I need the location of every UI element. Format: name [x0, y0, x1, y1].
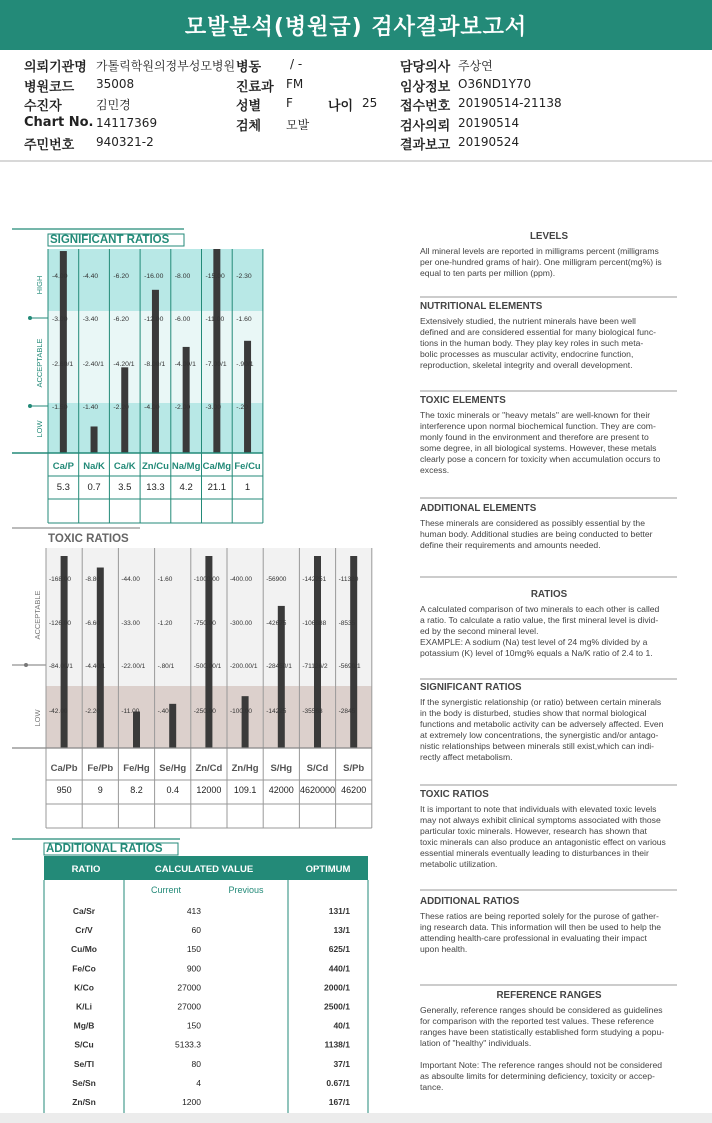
significant-value-Na/K: 0.7 — [87, 482, 101, 493]
note-line: nistic relationships between minerals still exist,which can indi- — [420, 741, 655, 751]
significant-upper-marker — [28, 316, 32, 320]
note-line: ranges have been statistically established form studying a popu- — [420, 1027, 665, 1037]
significant-value-Ca/Mg: 21.1 — [207, 482, 227, 493]
toxic-tick-Fe/Pb: -4.40/1 — [85, 663, 106, 670]
significant-value-Ca/K: 3.5 — [118, 482, 132, 493]
additional-optimum-Cu/Mo: 625/1 — [328, 944, 350, 955]
note-line: equal to ten parts per million (ppm). — [420, 268, 556, 278]
note-line: reproduction, skeletal integrity and overall development. — [420, 360, 633, 370]
note-heading-toxic-ratios: TOXIC RATIOS — [420, 789, 489, 800]
note-line: upon health. — [420, 944, 468, 954]
additional-subheader-previous: Previous — [228, 885, 264, 895]
additional-optimum-Mg/B: 40/1 — [333, 1020, 350, 1031]
significant-zone-acceptable: ACCEPTABLE — [35, 338, 44, 388]
significant-tick-Fe/Cu: -.90/1 — [236, 361, 254, 368]
toxic-tick-Se/Hg: -.80/1 — [157, 663, 175, 670]
note-line: define their requirements and amounts needed. — [420, 540, 601, 550]
toxic-tick-Zn/Hg: -300.00 — [230, 620, 253, 627]
note-line: All mineral levels are reported in milligrams percent (milligrams — [420, 246, 659, 256]
toxic-tick-S/Cd: -71126/2 — [302, 663, 328, 670]
note-heading-ratios: RATIOS — [530, 589, 568, 600]
significant-tick-Ca/K: -6.20 — [113, 273, 129, 280]
toxic-tick-S/Hg: -42675 — [266, 620, 287, 627]
toxic-tick-Fe/Hg: -11.00 — [121, 708, 140, 715]
note-line: Generally, reference ranges should be considered as guidelines — [420, 1005, 663, 1015]
note-heading-toxic-elements: TOXIC ELEMENTS — [420, 395, 506, 406]
specimen-value: 모발 — [286, 118, 310, 132]
significant-tick-Na/K: -3.40 — [82, 316, 99, 323]
additional-ratio-K/Li: K/Li — [75, 1001, 93, 1012]
note-line: particular toxic minerals. However, research has shown that — [420, 826, 647, 836]
toxic-tick-Ca/Pb: -84.00/1 — [49, 663, 73, 670]
additional-current-Ca/Sr: 413 — [186, 906, 201, 916]
additional-optimum-Se/Sn: 0.67/1 — [326, 1077, 350, 1088]
additional-ratio-Cr/V: Cr/V — [75, 925, 93, 936]
patient-info — [0, 52, 712, 157]
note-line: interference upon normal biochemical function. They are com- — [420, 421, 656, 431]
report-title-bar — [0, 0, 712, 50]
note-heading-additional-ratios: ADDITIONAL RATIOS — [420, 896, 520, 907]
significant-tick-Na/Mg: -8.00 — [174, 273, 191, 280]
significant-tick-Fe/Cu: -1.60 — [236, 316, 252, 323]
doctor-label: 담당의사 — [400, 60, 451, 75]
report-date-value: 20190524 — [458, 135, 520, 149]
note-line: EXAMPLE: A sodium (Na) test level of 24 mg% divided by a — [420, 637, 648, 647]
toxic-value-Zn/Hg: 109.1 — [233, 785, 257, 795]
significant-zone-high: HIGH — [35, 275, 44, 295]
toxic-bar-Se/Hg — [169, 704, 176, 748]
additional-ratio-S/Cu: S/Cu — [74, 1039, 94, 1050]
institution-value: 가톨릭학원의정부성모병원 — [96, 59, 236, 73]
hospital-code-label: 병원코드 — [24, 80, 75, 95]
toxic-tick-Fe/Hg: -44.00 — [121, 576, 140, 583]
toxic-tick-Fe/Hg: -33.00 — [121, 620, 140, 627]
note-line: as absoulte limits for determining deficiency, toxicity or accep- — [420, 1071, 655, 1081]
toxic-tick-Fe/Hg: -22.00/1 — [121, 663, 146, 670]
note-line: Extensively studied, the nutrient minerals have been well — [420, 316, 636, 326]
significant-label-Ca/P: Ca/P — [52, 461, 74, 472]
note-line: at extremely low concentrations, the synergistic and/or antago- — [420, 730, 659, 740]
toxic-tick-Fe/Pb: -8.80 — [85, 576, 101, 583]
significant-tick-Ca/K: -4.20/1 — [113, 361, 135, 368]
toxic-bar-Fe/Pb — [97, 568, 104, 748]
significant-tick-Fe/Cu: -.20 — [236, 404, 248, 411]
toxic-value-Fe/Hg: 8.2 — [130, 785, 143, 795]
toxic-zone-low: LOW — [33, 709, 42, 727]
additional-current-Cr/V: 60 — [191, 925, 201, 936]
note-line: toxic minerals can also produce an antagonistic effect on various — [420, 837, 666, 847]
significant-title: SIGNIFICANT RATIOS — [50, 234, 170, 246]
additional-ratio-Se/Sn: Se/Sn — [72, 1077, 96, 1088]
toxic-label-S/Pb: S/Pb — [343, 763, 365, 774]
significant-bar-Zn/Cu — [152, 290, 159, 453]
note-line: The toxic minerals or "heavy metals" are well-known for their — [420, 410, 651, 420]
toxic-tick-Zn/Cd: -500.00/1 — [193, 663, 222, 670]
additional-header-ratio: RATIO — [71, 864, 101, 875]
toxic-label-Fe/Hg: Fe/Hg — [123, 763, 150, 774]
note-line: human body. Additional studies are being conducted to better — [420, 529, 653, 539]
significant-tick-Na/Mg: -6.00 — [174, 316, 191, 323]
toxic-tick-S/Cd: -35563 — [302, 708, 323, 715]
additional-optimum-Ca/Sr: 131/1 — [328, 906, 350, 916]
toxic-bar-Zn/Hg — [242, 696, 249, 748]
additional-current-Fe/Co: 900 — [186, 963, 201, 974]
toxic-tick-Zn/Cd: -250.00 — [193, 708, 216, 715]
receipt-no-value: 20190514-21138 — [458, 96, 562, 110]
significant-tick-Ca/P: -3.00 — [52, 316, 68, 323]
additional-header-optimum: OPTIMUM — [305, 864, 351, 875]
toxic-tick-S/Hg: -56900 — [266, 576, 287, 583]
toxic-bar-S/Hg — [278, 606, 285, 748]
clinical-info-value: O36ND1Y70 — [458, 77, 532, 91]
toxic-bar-Fe/Hg — [133, 712, 140, 748]
toxic-tick-Zn/Hg: -400.00 — [230, 576, 253, 583]
toxic-tick-Ca/Pb: -126.00 — [49, 620, 72, 627]
toxic-tick-S/Pb: -8535 — [338, 620, 356, 627]
additional-ratio-Ca/Sr: Ca/Sr — [72, 906, 96, 916]
bottom-strip — [0, 1113, 712, 1123]
chart-no-value: 14117369 — [96, 116, 158, 130]
note-line: If the synergistic relationship (or ratio) between certain minerals — [420, 697, 662, 707]
report-graphics — [0, 163, 712, 1113]
specimen-label: 검체 — [236, 119, 262, 134]
note-heading-reference-ranges: REFERENCE RANGES — [496, 990, 602, 1001]
additional-header-calculated: CALCULATED VALUE — [154, 864, 254, 875]
note-line: attending health-care professional in evaluating their impact — [420, 933, 647, 943]
additional-ratio-Fe/Co: Fe/Co — [72, 963, 96, 974]
toxic-tick-S/Pb: -5690/1 — [338, 663, 361, 670]
note-line: Important Note: The reference ranges should not be considered — [420, 1060, 663, 1070]
significant-tick-Ca/Mg: -11.00 — [205, 316, 225, 323]
significant-zone-low: LOW — [35, 420, 44, 438]
toxic-tick-S/Hg: -14225 — [266, 708, 287, 715]
patient-value: 김민경 — [96, 98, 131, 112]
resident-no-label: 주민번호 — [24, 138, 75, 153]
note-line: ed by the second mineral level. — [420, 626, 539, 636]
ward-value: / - — [290, 57, 303, 71]
toxic-value-Zn/Cd: 12000 — [196, 785, 222, 795]
toxic-label-S/Hg: S/Hg — [270, 763, 293, 774]
significant-tick-Na/K: -4.40 — [82, 273, 99, 280]
age-label: 나이 — [328, 99, 354, 114]
sex-value: F — [286, 96, 293, 110]
note-line: These minerals are considered as possibly essential by the — [420, 518, 645, 528]
significant-bar-Fe/Cu — [244, 341, 251, 453]
toxic-value-S/Hg: 42000 — [268, 785, 294, 795]
significant-tick-Ca/P: -4.00 — [52, 273, 68, 280]
clinical-info-label: 임상정보 — [400, 80, 451, 95]
toxic-tick-Ca/Pb: -42.00 — [49, 708, 68, 715]
significant-tick-Na/Mg: -4.00/1 — [174, 361, 196, 368]
toxic-label-Zn/Cd: Zn/Cd — [195, 763, 223, 774]
toxic-bar-Zn/Cd — [205, 556, 212, 748]
toxic-tick-Se/Hg: -.40 — [157, 708, 169, 715]
toxic-tick-Fe/Pb: -2.20 — [85, 708, 101, 715]
additional-optimum-Zn/Sn: 167/1 — [328, 1097, 350, 1107]
significant-lower-marker — [28, 404, 32, 408]
toxic-value-Se/Hg: 0.4 — [166, 785, 179, 795]
note-line: may not always exhibit clinical symptoms associated with those — [420, 815, 661, 825]
patient-label: 수진자 — [24, 99, 62, 114]
toxic-bar-Ca/Pb — [61, 556, 68, 748]
significant-value-Fe/Cu: 1 — [244, 482, 251, 493]
dept-value: FM — [286, 77, 304, 91]
test-date-label: 검사의뢰 — [400, 119, 451, 134]
additional-current-K/Li: 27000 — [177, 1001, 201, 1012]
note-line: A calculated comparison of two minerals to each other is called — [420, 604, 660, 614]
significant-bar-Ca/P — [60, 251, 67, 453]
toxic-tick-Se/Hg: -1.20 — [157, 620, 173, 627]
toxic-value-S/Cd: 4620000 — [299, 785, 336, 795]
additional-optimum-S/Cu: 1138/1 — [324, 1039, 350, 1050]
significant-tick-Ca/K: -6.20 — [113, 316, 129, 323]
toxic-value-Fe/Pb: 9 — [97, 785, 103, 795]
significant-tick-Zn/Cu: -16.00 — [144, 273, 164, 280]
doctor-value: 주상연 — [458, 59, 493, 73]
significant-tick-Ca/K: -2.20 — [113, 404, 129, 411]
additional-optimum-Cr/V: 13/1 — [333, 925, 350, 936]
toxic-tick-S/Hg: -28450/1 — [266, 663, 292, 670]
note-line: per one-hundred grams of hair). One milligram percent(mg%) is — [420, 257, 662, 267]
significant-tick-Ca/P: -2.60/1 — [52, 361, 74, 368]
note-line: clearly pose a concern for toxicity when accumulation occurs to — [420, 454, 661, 464]
additional-subheader-current: Current — [150, 885, 182, 895]
additional-current-K/Co: 27000 — [177, 982, 201, 993]
significant-label-Ca/Mg: Ca/Mg — [202, 461, 232, 472]
toxic-value-Ca/Pb: 950 — [56, 785, 72, 795]
note-heading-levels: LEVELS — [529, 231, 569, 242]
note-line: some degree, in all biological systems. However, these metals — [420, 443, 657, 453]
toxic-title: TOXIC RATIOS — [48, 533, 129, 545]
significant-tick-Ca/Mg: -15.00 — [205, 273, 225, 280]
receipt-no-label: 접수번호 — [400, 99, 451, 114]
note-line: in the body is disturbed, studies show that normal biological — [420, 708, 647, 718]
toxic-tick-Se/Hg: -1.60 — [157, 576, 173, 583]
significant-label-Na/K: Na/K — [83, 461, 105, 472]
ward-label: 병동 — [236, 60, 262, 75]
additional-optimum-K/Li: 2500/1 — [324, 1001, 350, 1012]
resident-no-value: 940321-2 — [96, 135, 154, 149]
toxic-value-S/Pb: 46200 — [341, 785, 367, 795]
toxic-label-Fe/Pb: Fe/Pb — [87, 763, 114, 774]
significant-tick-Zn/Cu: -12.00 — [144, 316, 164, 323]
note-line: rectly affect metabolism. — [420, 752, 513, 762]
additional-current-Mg/B: 150 — [186, 1020, 201, 1031]
dept-label: 진료과 — [236, 80, 274, 95]
note-heading-additional-elements: ADDITIONAL ELEMENTS — [420, 503, 537, 514]
toxic-tick-S/Cd: -106688 — [302, 620, 327, 627]
significant-tick-Na/Mg: -2.00 — [174, 404, 191, 411]
institution-label: 의뢰기관명 — [24, 60, 87, 75]
toxic-tick-Zn/Hg: -200.00/1 — [230, 663, 258, 670]
chart-no-label: Chart No. — [24, 115, 94, 130]
toxic-tick-Ca/Pb: -168.00 — [49, 576, 72, 583]
significant-label-Na/Mg: Na/Mg — [171, 461, 201, 472]
significant-tick-Ca/Mg: -3.00 — [205, 404, 221, 411]
note-line: a ratio. To calculate a ratio value, the first mineral level is divid- — [420, 615, 659, 625]
note-line: metabolic utilization. — [420, 859, 498, 869]
note-line: ing research data. This information will then be used to help the — [420, 922, 662, 932]
toxic-tick-Zn/Cd: -1000.00 — [193, 576, 220, 583]
toxic-tick-Zn/Hg: -100.00 — [230, 708, 253, 715]
significant-label-Ca/K: Ca/K — [113, 461, 136, 472]
additional-current-Cu/Mo: 150 — [186, 944, 201, 955]
additional-current-Se/Sn: 4 — [196, 1077, 201, 1088]
toxic-bar-S/Cd — [314, 556, 321, 748]
significant-tick-Ca/P: -1.50 — [52, 404, 68, 411]
report-title: 모발분석(병원급) 검사결과보고서 — [184, 14, 528, 40]
additional-ratio-Se/Tl: Se/Tl — [73, 1058, 95, 1069]
additional-current-Zn/Sn: 1200 — [182, 1097, 201, 1107]
hospital-code-value: 35008 — [96, 77, 135, 91]
note-line: lation of "healthy" individuals. — [420, 1038, 532, 1048]
significant-tick-Zn/Cu: -4.00 — [144, 404, 160, 411]
note-heading-significant-ratios: SIGNIFICANT RATIOS — [420, 682, 522, 693]
additional-ratio-Mg/B: Mg/B — [73, 1020, 95, 1031]
test-date-value: 20190514 — [458, 116, 520, 130]
significant-value-Na/Mg: 4.2 — [179, 482, 193, 493]
significant-value-Zn/Cu: 13.3 — [146, 482, 165, 493]
significant-tick-Ca/Mg: -7.00/1 — [205, 361, 227, 368]
note-line: monly found in the environment and therefore are present to — [420, 432, 649, 442]
additional-current-S/Cu: 5133.3 — [175, 1039, 201, 1050]
note-line: bolic processes as muscular activity, endocrine function, — [420, 349, 634, 359]
toxic-tick-Zn/Cd: -750.00 — [193, 620, 216, 627]
hair-analysis-report-page — [0, 163, 712, 1113]
toxic-tick-S/Cd: -142251 — [302, 576, 327, 583]
note-line: functions and metabolic activity can be adversely affected. Even — [420, 719, 664, 729]
note-line: for comparison with the reported test values. These reference — [420, 1016, 654, 1026]
note-line: potassium (K) level of 10mg% equals a Na/K ratio of 2.4 to 1. — [420, 648, 653, 658]
additional-title: ADDITIONAL RATIOS — [46, 843, 163, 855]
toxic-zone-acceptable: ACCEPTABLE — [33, 590, 42, 640]
toxic-tick-S/Pb: -11380 — [338, 576, 359, 583]
toxic-tick-S/Pb: -2845 — [338, 708, 356, 715]
significant-bar-Na/K — [91, 426, 98, 453]
significant-tick-Na/K: -2.40/1 — [82, 361, 104, 368]
note-line: These ratios are being reported solely for the purose of gather- — [420, 911, 659, 921]
report-date-label: 결과보고 — [400, 138, 451, 153]
age-value: 25 — [362, 96, 378, 110]
sex-label: 성별 — [236, 99, 262, 114]
note-line: essential minerals eventually leading to disturbances in their — [420, 848, 649, 858]
additional-optimum-K/Co: 2000/1 — [324, 982, 350, 993]
additional-current-Se/Tl: 80 — [191, 1058, 201, 1069]
note-line: excess. — [420, 465, 450, 475]
toxic-tick-Fe/Pb: -6.60 — [85, 620, 101, 627]
toxic-label-Ca/Pb: Ca/Pb — [50, 763, 78, 774]
note-heading-nutritional-elements: NUTRITIONAL ELEMENTS — [420, 301, 543, 312]
additional-optimum-Se/Tl: 37/1 — [333, 1058, 350, 1069]
toxic-bar-S/Pb — [350, 556, 357, 748]
significant-label-Zn/Cu: Zn/Cu — [141, 461, 169, 472]
header-divider — [0, 160, 712, 162]
significant-tick-Zn/Cu: -8.00/1 — [144, 361, 166, 368]
toxic-label-Se/Hg: Se/Hg — [159, 763, 187, 774]
toxic-label-Zn/Hg: Zn/Hg — [231, 763, 259, 774]
additional-ratio-Zn/Sn: Zn/Sn — [72, 1097, 96, 1107]
note-line: tance. — [420, 1082, 444, 1092]
toxic-marker — [24, 663, 28, 667]
note-line: It is important to note that individuals with elevated toxic levels — [420, 804, 657, 814]
additional-optimum-Fe/Co: 440/1 — [328, 963, 350, 974]
toxic-label-S/Cd: S/Cd — [306, 763, 329, 774]
significant-tick-Fe/Cu: -2.30 — [236, 273, 252, 280]
additional-ratio-K/Co: K/Co — [74, 982, 94, 993]
additional-ratio-Cu/Mo: Cu/Mo — [71, 944, 97, 955]
note-line: tions in the human body. They play key roles in such meta- — [420, 338, 644, 348]
significant-value-Ca/P: 5.3 — [56, 482, 70, 493]
significant-label-Fe/Cu: Fe/Cu — [234, 461, 261, 472]
note-line: defined and are considered essential for many biological func- — [420, 327, 656, 337]
significant-tick-Na/K: -1.40 — [82, 404, 99, 411]
